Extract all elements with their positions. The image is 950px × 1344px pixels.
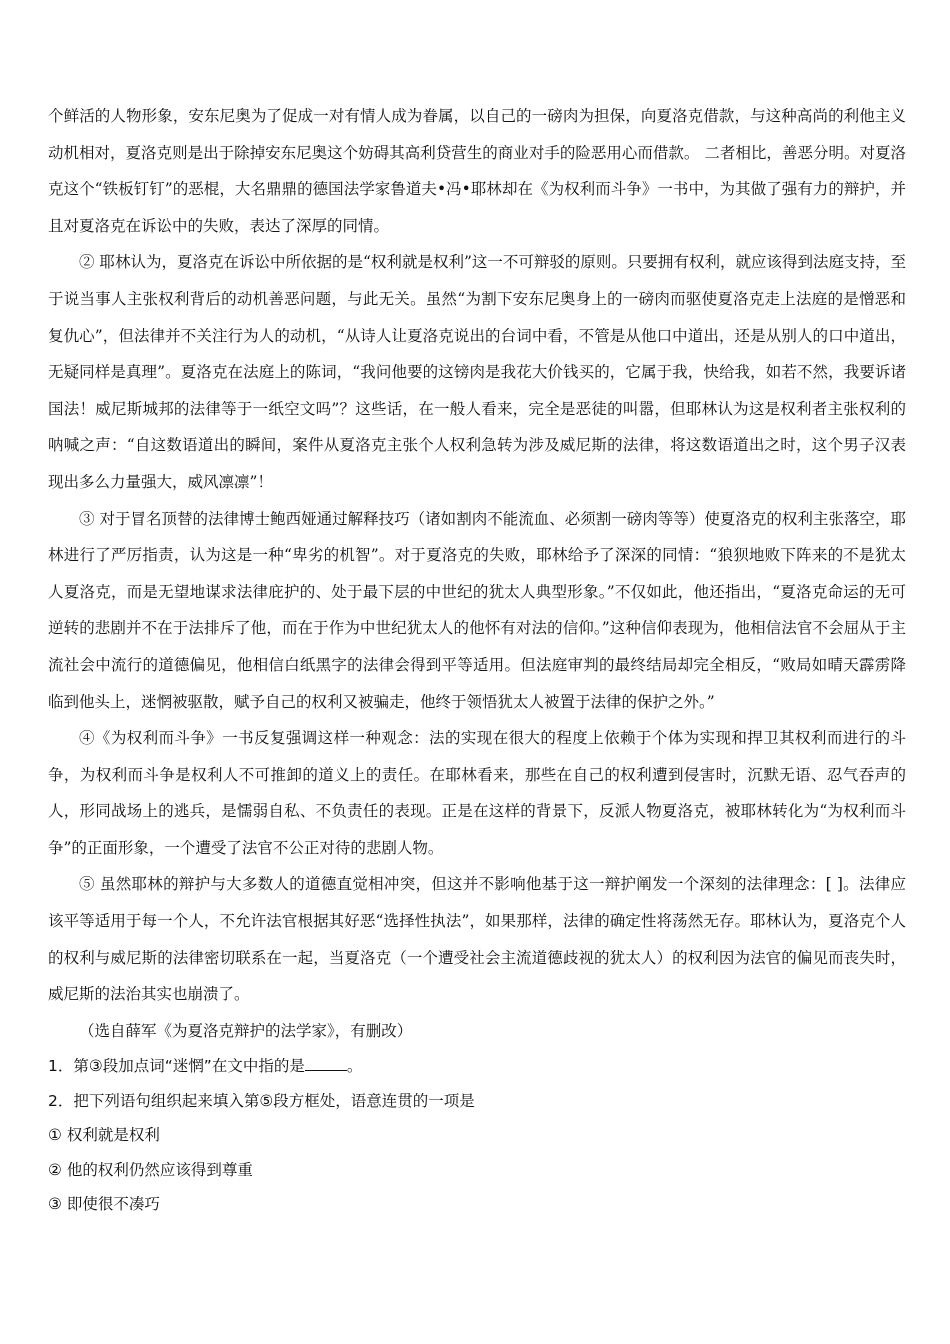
article-intro-paragraph: 个鲜活的人物形象，安东尼奥为了促成一对有情人成为眷属，以自己的一磅肉为担保，向夏洛克借款，与这种高尚的利他主义动机相对，夏洛克则是出于除掉安东尼奥这个妨碍其高利贷营生的商业对手的险恶用心而借款。 二者相比，善恶分明。对夏洛克这个“铁板钉钉”的恶棍，大名鼎鼎的德国法学家鲁道夫•冯•耶林却在《为权利而斗争》一书中，为其做了强有力的辩护，并且对夏洛克在诉讼中的失败，表达了深厚的同情。 — [48, 107, 906, 235]
option-1: ① 权利就是权利 — [48, 1126, 160, 1145]
article-paragraph-4: ④《为权利而斗争》一书反复强调这样一种观念：法的实现在很大的程度上依赖于个体为实现和捍卫其权利而进行的斗争，为权利而斗争是权利人不可推卸的道义上的责任。在耶林看来，那些在自己的权利遭到侵害时，沉默无语、忍气吞声的人，形同战场上的逃兵，是懦弱自私、不负责任的表现。正是在这样的背景下，反派人物夏洛克，被耶林转化为“为权利而斗争”的正面形象，一个遭受了法官不公正对待的悲剧人物。 — [48, 729, 906, 857]
question-1 — [48, 1049, 906, 1084]
article-paragraph-3: ③ 对于冒名顶替的法律博士鲍西娅通过解释技巧（诸如割肉不能流血、必须割一磅肉等等）使夏洛克的权利主张落空，耶林进行了严厉指责，认为这是一种“卑劣的机智”。对于夏洛克的失败，耶林给予了深深的同情：“狼狈地败下阵来的不是犹太人夏洛克，而是无望地谋求法律庇护的、处于最下层的中世纪的犹太人典型形象。”不仅如此，他还指出，“夏洛克命运的无可逆转的悲剧并不在于法排斥了他，而在于作为中世纪犹太人的他怀有对法的信仰。”这种信仰表现为，他相信法官不会屈从于主流社会中流行的道德偏见，他相信白纸黑字的法律会得到平等适用。但法庭审判的最终结局却完全相反，“败局如晴天霹雳降临到他头上，迷惘被驱散，赋予自己的权利又被骗走，他终于领悟犹太人被置于法律的保护之外。” — [48, 509, 906, 711]
question-2: 2．把下列语句组织起来填入第⑤段方框处，语意连贯的一项是 — [48, 1091, 475, 1110]
question-1-text: 1．第③段加点词“迷惘”在文中指的是 — [48, 1057, 305, 1076]
document-page — [48, 98, 906, 1222]
article-paragraph-5: ⑤ 虽然耶林的辩护与大多数人的道德直觉相冲突，但这并不影响他基于这一辩护阐发一个深刻的法律理念：[ ]。法律应该平等适用于每一个人，不允许法官根据其好恶“选择性执法”，如果那样，法律的确定性将荡然无存。耶林认为，夏洛克个人的权利与威尼斯的法律密切联系在一起，当夏洛克（一个遭受社会主流道德歧视的犹太人）的权利因为法官的偏见而丧失时，威尼斯的法治其实也崩溃了。 — [48, 875, 906, 1004]
article-paragraph-2: ② 耶林认为，夏洛克在诉讼中所依据的是“权利就是权利”这一不可辩驳的原则。只要拥有权利，就应该得到法庭支持，至于说当事人主张权利背后的动机善恶问题，与此无关。虽然“为割下安东尼奥身上的一磅肉而驱使夏洛克走上法庭的是憎恶和复仇心”，但法律并不关注行为人的动机，“从诗人让夏洛克说出的台词中看，不管是从他口中道出，还是从别人的口中道出，无疑同样是真理”。夏洛克在法庭上的陈词，“我问他要的这镑肉是我花大价钱买的，它属于我，快给我，如若不然，我要诉诸国法！威尼斯城邦的法律等于一纸空文吗”？这些话，在一般人看来，完全是恶徒的叫嚣，但耶林认为这是权利者主张权利的呐喊之声：“自这数语道出的瞬间，案件从夏洛克主张个人权利急转为涉及威尼斯的法律，将这数语道出之时，这个男子汉表现出多么力量强大，威风凛凛”！ — [48, 253, 906, 491]
question-1-suffix: 。 — [346, 1057, 363, 1076]
option-3: ③ 即使很不凑巧 — [48, 1195, 160, 1214]
article-source: （选自薛军《为夏洛克辩护的法学家》，有删改） — [79, 1021, 413, 1040]
answer-blank — [305, 1056, 347, 1071]
option-2: ② 他的权利仍然应该得到尊重 — [48, 1160, 253, 1179]
